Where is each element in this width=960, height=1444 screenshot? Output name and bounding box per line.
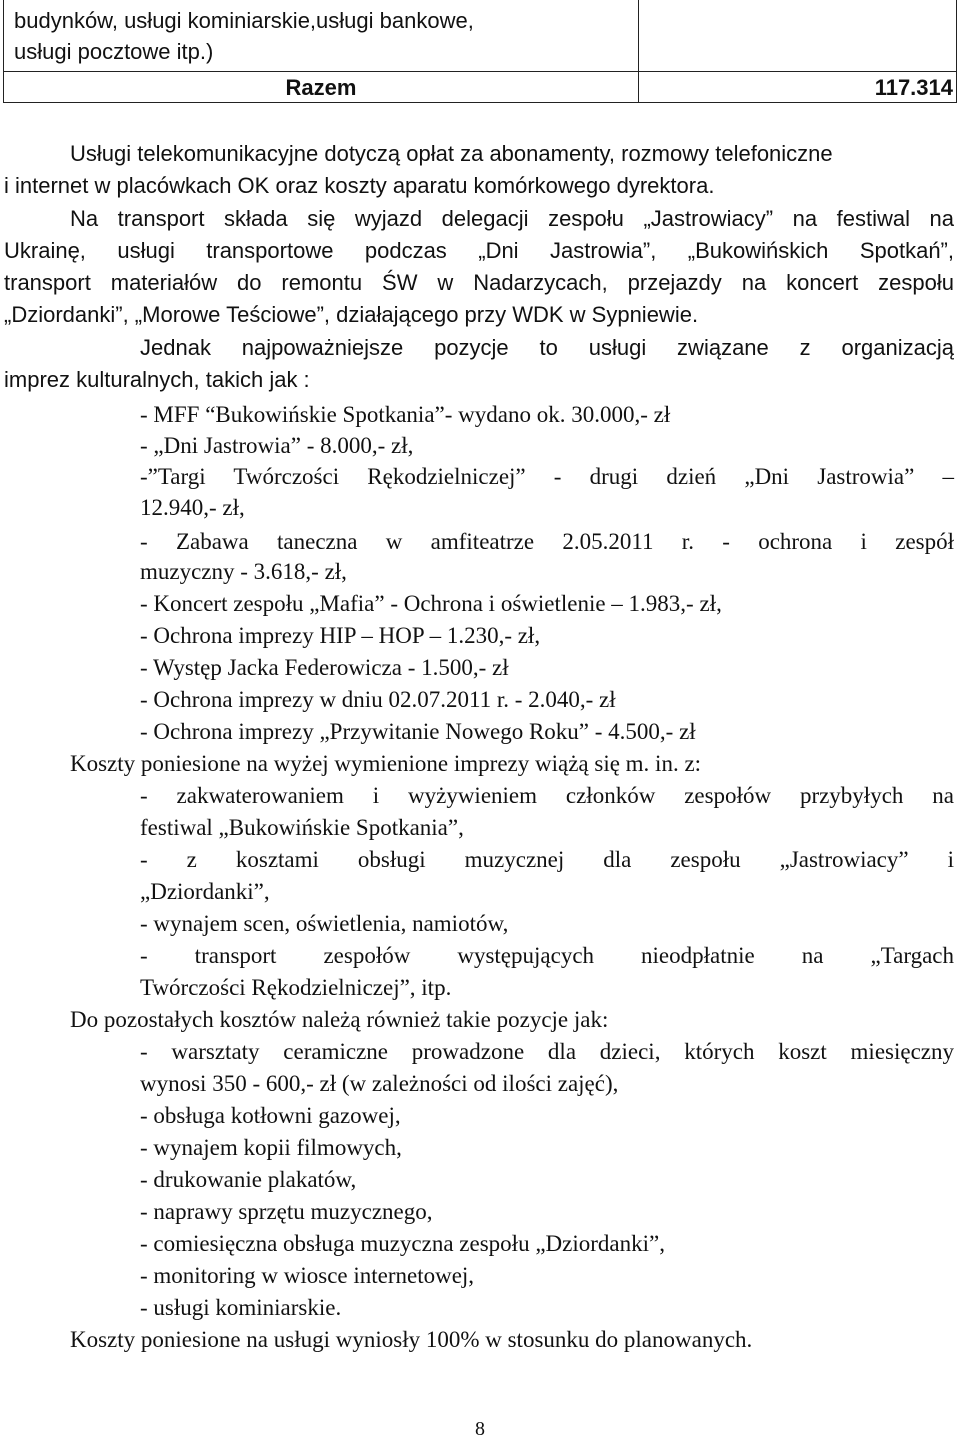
- table-row: [3, 0, 957, 72]
- cost-item: - naprawy sprzętu muzycznego,: [140, 1199, 433, 1224]
- event-item: - Ochrona imprezy w dniu 02.07.2011 r. - 2.040,- zł: [140, 687, 616, 712]
- cost-table: [3, 0, 957, 103]
- page-number: 8: [475, 1418, 485, 1440]
- text-line: „Dziordanki”, „Morowe Teściowe”, działającego przy WDK w Sypniewie.: [4, 302, 699, 327]
- table-cell-line: budynków, usługi kominiarskie,usługi bankowe,: [14, 8, 474, 33]
- event-item: - Występ Jacka Federowicza - 1.500,- zł: [140, 655, 509, 680]
- cost-item: - wynajem kopii filmowych,: [140, 1135, 402, 1160]
- text-line: Koszty poniesione na wyżej wymienione imprezy wiążą się m. in. z:: [70, 751, 702, 776]
- text-line: transport materiałów do remontu ŚW w Nadarzycach, przejazdy na koncert zespołu: [4, 270, 954, 295]
- event-item: -”Targi Twórczości Rękodzielniczej” - drugi dzień „Dni Jastrowia” –: [140, 464, 954, 489]
- cost-item: Twórczości Rękodzielniczej”, itp.: [140, 975, 452, 1000]
- cost-item: - monitoring w wiosce internetowej,: [140, 1263, 475, 1288]
- cost-item: wynosi 350 - 600,- zł (w zależności od ilości zajęć),: [140, 1071, 619, 1096]
- text-line: Ukrainę, usługi transportowe podczas „Dni Jastrowia”, „Bukowińskich Spotkań”,: [4, 238, 954, 263]
- event-item: - Ochrona imprezy „Przywitanie Nowego Roku” - 4.500,- zł: [140, 719, 696, 744]
- text-line: Na transport składa się wyjazd delegacji zespołu „Jastrowiacy” na festiwal na: [70, 206, 954, 231]
- cost-item: - drukowanie plakatów,: [140, 1167, 357, 1192]
- cost-item: - obsługa kotłowni gazowej,: [140, 1103, 401, 1128]
- cost-item: - usługi kominiarskie.: [140, 1295, 342, 1320]
- cost-item: - z kosztami obsługi muzycznej dla zespołu „Jastrowiacy” i: [140, 847, 954, 872]
- cost-item: - comiesięczna obsługa muzyczna zespołu „Dziordanki”,: [140, 1231, 665, 1256]
- total-value: 117.314: [874, 75, 953, 100]
- event-item: - Ochrona imprezy HIP – HOP – 1.230,- zł,: [140, 623, 541, 648]
- cost-item: - zakwaterowaniem i wyżywieniem członków zespołów przybyłych na: [140, 783, 954, 808]
- cost-item: - transport zespołów występujących nieodpłatnie na „Targach: [140, 943, 954, 968]
- total-label: Razem: [285, 75, 357, 100]
- cost-item: „Dziordanki”,: [140, 879, 270, 904]
- event-item: - „Dni Jastrowia” - 8.000,- zł,: [140, 433, 414, 458]
- text-line: Usługi telekomunikacyjne dotyczą opłat za abonamenty, rozmowy telefoniczne: [70, 141, 833, 166]
- text-line: imprez kulturalnych, takich jak :: [4, 367, 310, 392]
- cost-item: festiwal „Bukowińskie Spotkania”,: [140, 815, 464, 840]
- cost-item: - wynajem scen, oświetlenia, namiotów,: [140, 911, 509, 936]
- event-item: - MFF “Bukowińskie Spotkania”- wydano ok. 30.000,- zł: [140, 402, 671, 427]
- text-line: Do pozostałych kosztów należą również takie pozycje jak:: [70, 1007, 609, 1032]
- event-item: - Zabawa taneczna w amfiteatrze 2.05.2011 r. - ochrona i zespół: [140, 529, 954, 554]
- table-cell-description: [14, 5, 474, 67]
- text-line: i internet w placówkach OK oraz koszty aparatu komórkowego dyrektora.: [4, 173, 715, 198]
- text-line: Jednak najpoważniejsze pozycje to usługi związane z organizacją: [140, 335, 954, 360]
- event-item: muzyczny - 3.618,- zł,: [140, 559, 347, 584]
- table-cell-line: usługi pocztowe itp.): [14, 39, 214, 64]
- text-line: Koszty poniesione na usługi wyniosły 100% w stosunku do planowanych.: [70, 1327, 753, 1352]
- cost-item: - warsztaty ceramiczne prowadzone dla dzieci, których koszt miesięczny: [140, 1039, 954, 1064]
- event-item: 12.940,- zł,: [140, 495, 245, 520]
- event-item: - Koncert zespołu „Mafia” - Ochrona i oświetlenie – 1.983,- zł,: [140, 591, 722, 616]
